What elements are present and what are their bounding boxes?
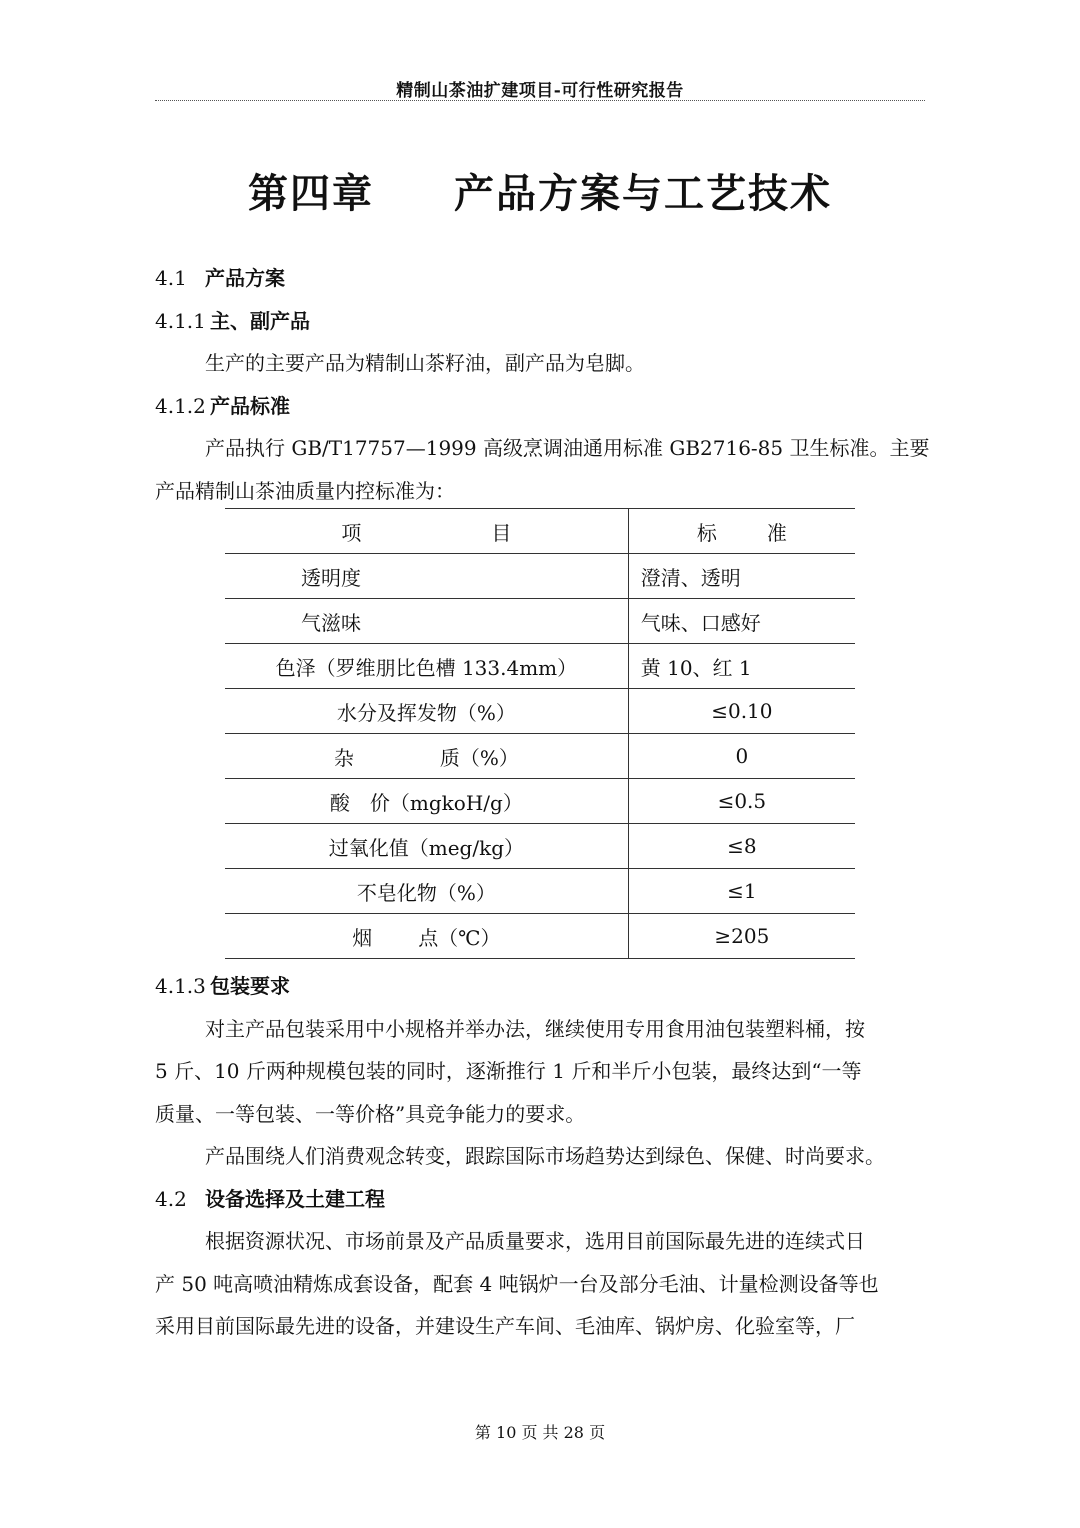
paragraph-standard-line2: 产品精制山茶油质量内控标准为：	[155, 479, 455, 503]
paragraph-market-trend: 产品围绕人们消费观念转变，跟踪国际市场趋势达到绿色、保健、时尚要求。	[205, 1144, 885, 1168]
page-number: 第 10 页 共 28 页	[474, 1423, 606, 1442]
table-row	[225, 914, 855, 959]
section-number: 4.1	[155, 266, 187, 290]
table-cell-standard: 气味、口感好	[628, 599, 855, 644]
table-row	[225, 689, 855, 734]
section-heading-4-1-3	[155, 970, 290, 999]
section-number: 4.1.3	[155, 974, 206, 998]
section-title: 主、副产品	[210, 309, 310, 333]
table-cell-standard: ≤8	[628, 824, 855, 869]
section-heading-4-1	[155, 262, 285, 291]
section-number: 4.1.1	[155, 309, 206, 333]
section-number: 4.2	[155, 1187, 187, 1211]
table-cell-item: 不皂化物（%）	[225, 869, 628, 914]
table-cell-standard: 0	[628, 734, 855, 779]
table-cell-standard: ≤0.5	[628, 779, 855, 824]
paragraph-packaging-line1: 对主产品包装采用中小规格并举办法，继续使用专用食用油包装塑料桶，按	[205, 1017, 865, 1041]
table-header-item: 项 目	[225, 509, 628, 554]
chapter-name: 产品方案与工艺技术	[454, 170, 832, 217]
chapter-title	[0, 162, 1080, 219]
table-cell-standard: ≤1	[628, 869, 855, 914]
section-heading-4-2	[155, 1183, 385, 1212]
table-cell-item: 杂 质（%）	[225, 734, 628, 779]
table-cell-standard: ≥205	[628, 914, 855, 959]
table-cell-item: 烟 点（℃）	[225, 914, 628, 959]
table-header-standard: 标 准	[628, 509, 855, 554]
table-cell-standard: 黄 10、红 1	[628, 644, 855, 689]
table-cell-item: 过氧化值（meg/kg）	[225, 824, 628, 869]
header-divider	[155, 100, 925, 101]
table-row	[225, 599, 855, 644]
paragraph-packaging-line3: 质量、一等包装、一等价格”具竞争能力的要求。	[155, 1102, 586, 1126]
section-heading-4-1-2	[155, 390, 290, 419]
paragraph-equipment-line2: 产 50 吨高喷油精炼成套设备，配套 4 吨锅炉一台及部分毛油、计量检测设备等也	[155, 1272, 879, 1296]
section-title: 包装要求	[210, 974, 290, 998]
paragraph-equipment-line1: 根据资源状况、市场前景及产品质量要求，选用目前国际最先进的连续式日	[205, 1229, 865, 1253]
table-row	[225, 554, 855, 599]
paragraph-equipment-line3: 采用目前国际最先进的设备，并建设生产车间、毛油库、锅炉房、化验室等，厂	[155, 1314, 855, 1338]
table-cell-item: 气滋味	[225, 599, 628, 644]
table-row	[225, 734, 855, 779]
table-header-row	[225, 509, 855, 554]
running-header: 精制山茶油扩建项目-可行性研究报告	[396, 81, 684, 101]
section-title: 设备选择及土建工程	[205, 1187, 385, 1211]
section-heading-4-1-1	[155, 305, 310, 334]
table-cell-item: 水分及挥发物（%）	[225, 689, 628, 734]
section-title: 产品标准	[210, 394, 290, 418]
quality-standard-table	[225, 508, 855, 959]
chapter-number: 第四章	[248, 170, 374, 217]
table-cell-item: 色泽（罗维朋比色槽 133.4mm）	[225, 644, 628, 689]
table-row	[225, 644, 855, 689]
table-cell-standard: ≤0.10	[628, 689, 855, 734]
table-row	[225, 869, 855, 914]
table-row	[225, 779, 855, 824]
paragraph-packaging-line2: 5 斤、10 斤两种规模包装的同时，逐渐推行 1 斤和半斤小包装，最终达到“一等	[155, 1059, 862, 1083]
table-cell-standard: 澄清、透明	[628, 554, 855, 599]
paragraph-products: 生产的主要产品为精制山茶籽油，副产品为皂脚。	[205, 351, 645, 375]
section-title: 产品方案	[205, 266, 285, 290]
table-row	[225, 824, 855, 869]
paragraph-standard-line1: 产品执行 GB/T17757—1999 高级烹调油通用标准 GB2716-85 卫生标准。主要	[205, 436, 930, 460]
table-cell-item: 酸 价（mgkoH/g）	[225, 779, 628, 824]
table-cell-item: 透明度	[225, 554, 628, 599]
section-number: 4.1.2	[155, 394, 206, 418]
